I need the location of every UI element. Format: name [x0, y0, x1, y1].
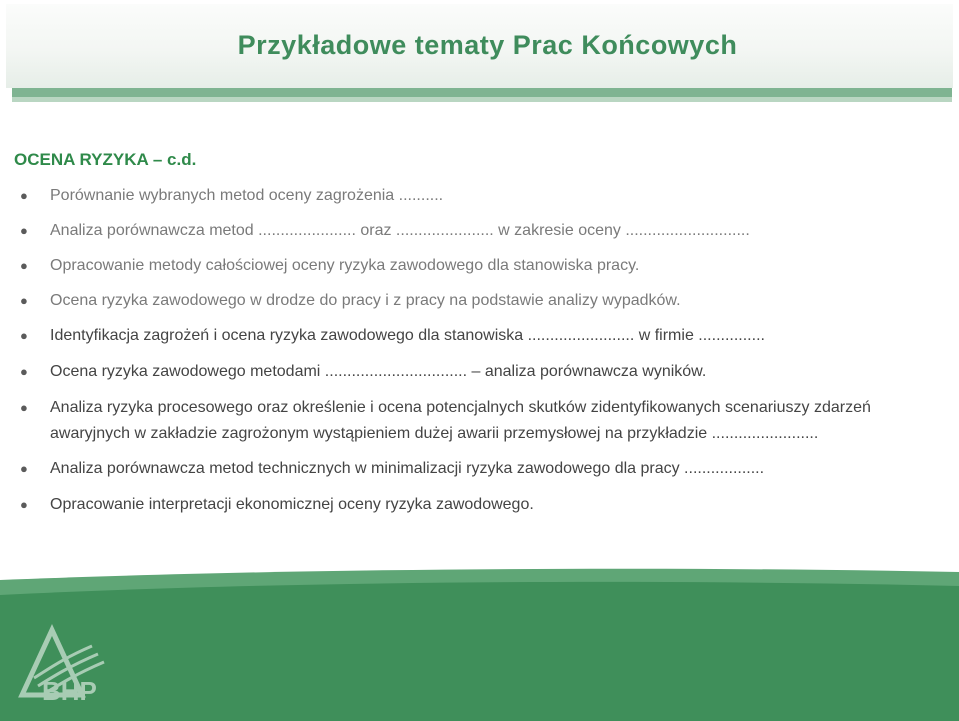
list-item	[0, 253, 930, 278]
logo-text: BHP	[42, 676, 97, 706]
list-item	[0, 395, 930, 446]
bullet-icon: ●	[20, 400, 28, 415]
footer-wave	[0, 560, 959, 721]
topic-list	[0, 183, 930, 528]
bullet-icon: ●	[20, 188, 28, 203]
page-title: Przykładowe tematy Prac Końcowych	[237, 30, 738, 60]
list-item-text: Analiza ryzyka procesowego oraz określenie i ocena potencjalnych skutków zidentyfikowanych scenariuszy zdarzeń awaryjnych w zakładzie zagrożonym wystąpieniem dużej awarii przemysłowej na przykładzie ........................	[50, 399, 871, 442]
list-item-text: Opracowanie metody całościowej oceny ryzyka zawodowego dla stanowiska pracy.	[50, 257, 640, 274]
list-item-text: Ocena ryzyka zawodowego metodami ................................ – analiza porównawcza wyników.	[50, 363, 707, 380]
list-item	[0, 218, 930, 243]
header-divider-light	[12, 97, 952, 102]
list-item-text: Identyfikacja zagrożeń i ocena ryzyka zawodowego dla stanowiska ........................ w firmie ...............	[50, 327, 765, 344]
bullet-icon: ●	[20, 258, 28, 273]
bullet-icon: ●	[20, 364, 28, 379]
footer-wave-graphic	[0, 560, 959, 721]
list-item-text: Ocena ryzyka zawodowego w drodze do pracy i z pracy na podstawie analizy wypadków.	[50, 292, 681, 309]
list-item	[0, 456, 930, 481]
bullet-icon: ●	[20, 223, 28, 238]
list-item-text: Analiza porównawcza metod ...................... oraz ...................... w zakresie oceny ............................	[50, 222, 750, 239]
bullet-icon: ●	[20, 461, 28, 476]
list-item	[0, 288, 930, 313]
footer-wave-dark	[0, 582, 959, 721]
list-item	[0, 323, 930, 348]
section-heading: OCENA RYZYKA – c.d.	[14, 150, 197, 169]
list-item-text: Porównanie wybranych metod oceny zagrożenia ..........	[50, 187, 444, 204]
bullet-icon: ●	[20, 293, 28, 308]
list-item	[0, 183, 930, 208]
bullet-icon: ●	[20, 497, 28, 512]
header-divider	[12, 88, 952, 97]
bullet-icon: ●	[20, 328, 28, 343]
list-item	[0, 359, 930, 384]
list-item-text: Analiza porównawcza metod technicznych w minimalizacji ryzyka zawodowego dla pracy ..................	[50, 460, 765, 477]
list-item-text: Opracowanie interpretacji ekonomicznej oceny ryzyka zawodowego.	[50, 496, 534, 513]
list-item	[0, 492, 930, 517]
